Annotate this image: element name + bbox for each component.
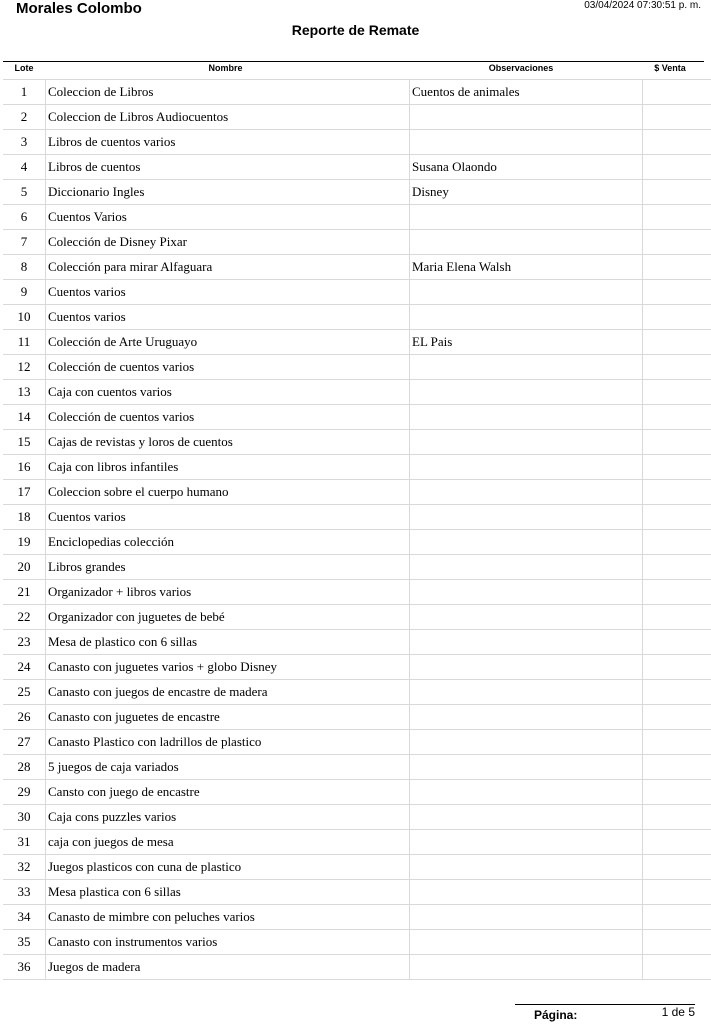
cell-venta <box>643 355 711 380</box>
cell-lote: 24 <box>3 655 46 680</box>
table-row <box>3 280 711 305</box>
cell-nombre: Colección de cuentos varios <box>46 405 410 430</box>
cell-nombre: Canasto de mimbre con peluches varios <box>46 905 410 930</box>
cell-observaciones <box>410 805 643 830</box>
cell-nombre: Canasto con juguetes varios + globo Disney <box>46 655 410 680</box>
cell-venta <box>643 455 711 480</box>
cell-lote: 26 <box>3 705 46 730</box>
column-header-observaciones: Observaciones <box>488 63 554 73</box>
cell-observaciones <box>410 905 643 930</box>
cell-venta <box>643 705 711 730</box>
cell-observaciones <box>410 230 643 255</box>
cell-nombre: Organizador con juguetes de bebé <box>46 605 410 630</box>
cell-nombre: Canasto con instrumentos varios <box>46 930 410 955</box>
table-row <box>3 480 711 505</box>
cell-observaciones <box>410 880 643 905</box>
cell-lote: 10 <box>3 305 46 330</box>
cell-observaciones <box>410 505 643 530</box>
cell-lote: 16 <box>3 455 46 480</box>
table-row <box>3 580 711 605</box>
table-row <box>3 630 711 655</box>
cell-lote: 5 <box>3 180 46 205</box>
cell-venta <box>643 130 711 155</box>
cell-lote: 12 <box>3 355 46 380</box>
cell-venta <box>643 830 711 855</box>
cell-lote: 20 <box>3 555 46 580</box>
cell-observaciones <box>410 380 643 405</box>
cell-venta <box>643 305 711 330</box>
cell-lote: 6 <box>3 205 46 230</box>
cell-nombre: Juegos de madera <box>46 955 410 980</box>
table-row <box>3 130 711 155</box>
cell-observaciones <box>410 730 643 755</box>
cell-observaciones <box>410 530 643 555</box>
cell-nombre: Cansto con juego de encastre <box>46 780 410 805</box>
lots-table <box>3 79 711 980</box>
cell-observaciones <box>410 580 643 605</box>
company-name: Morales Colombo <box>16 0 142 17</box>
cell-venta <box>643 680 711 705</box>
cell-nombre: Caja cons puzzles varios <box>46 805 410 830</box>
cell-observaciones <box>410 355 643 380</box>
cell-nombre: Colección de cuentos varios <box>46 355 410 380</box>
cell-observaciones: Disney <box>410 180 643 205</box>
cell-lote: 36 <box>3 955 46 980</box>
column-header-nombre: Nombre <box>208 63 243 73</box>
cell-nombre: Libros de cuentos <box>46 155 410 180</box>
table-row <box>3 205 711 230</box>
cell-venta <box>643 405 711 430</box>
cell-lote: 34 <box>3 905 46 930</box>
table-header <box>3 63 704 75</box>
cell-lote: 25 <box>3 680 46 705</box>
table-row <box>3 555 711 580</box>
cell-observaciones <box>410 755 643 780</box>
cell-nombre: Colección para mirar Alfaguara <box>46 255 410 280</box>
cell-nombre: Mesa de plastico con 6 sillas <box>46 630 410 655</box>
table-row <box>3 805 711 830</box>
cell-venta <box>643 155 711 180</box>
cell-lote: 2 <box>3 105 46 130</box>
cell-observaciones <box>410 780 643 805</box>
cell-nombre: Mesa plastica con 6 sillas <box>46 880 410 905</box>
cell-lote: 30 <box>3 805 46 830</box>
cell-observaciones <box>410 655 643 680</box>
cell-venta <box>643 80 711 105</box>
table-row <box>3 105 711 130</box>
cell-nombre: Juegos plasticos con cuna de plastico <box>46 855 410 880</box>
cell-nombre: Cuentos varios <box>46 280 410 305</box>
cell-lote: 31 <box>3 830 46 855</box>
cell-venta <box>643 205 711 230</box>
table-row <box>3 880 711 905</box>
cell-lote: 23 <box>3 630 46 655</box>
table-row <box>3 255 711 280</box>
table-row <box>3 605 711 630</box>
table-row <box>3 155 711 180</box>
cell-venta <box>643 955 711 980</box>
cell-venta <box>643 280 711 305</box>
cell-nombre: Diccionario Ingles <box>46 180 410 205</box>
cell-observaciones <box>410 605 643 630</box>
cell-venta <box>643 330 711 355</box>
cell-lote: 19 <box>3 530 46 555</box>
table-row <box>3 755 711 780</box>
cell-lote: 9 <box>3 280 46 305</box>
cell-observaciones <box>410 830 643 855</box>
column-header-venta: $ Venta <box>654 63 686 73</box>
cell-nombre: Libros grandes <box>46 555 410 580</box>
cell-observaciones <box>410 130 643 155</box>
cell-lote: 8 <box>3 255 46 280</box>
table-row <box>3 780 711 805</box>
cell-venta <box>643 180 711 205</box>
table-row <box>3 80 711 105</box>
cell-observaciones <box>410 855 643 880</box>
cell-observaciones <box>410 305 643 330</box>
cell-venta <box>643 730 711 755</box>
cell-venta <box>643 555 711 580</box>
cell-observaciones <box>410 480 643 505</box>
table-row <box>3 930 711 955</box>
cell-nombre: Cuentos varios <box>46 305 410 330</box>
cell-nombre: Libros de cuentos varios <box>46 130 410 155</box>
cell-nombre: Canasto Plastico con ladrillos de plastico <box>46 730 410 755</box>
cell-nombre: Organizador + libros varios <box>46 580 410 605</box>
cell-observaciones <box>410 555 643 580</box>
cell-venta <box>643 505 711 530</box>
cell-nombre: Enciclopedias colección <box>46 530 410 555</box>
cell-venta <box>643 630 711 655</box>
cell-lote: 29 <box>3 780 46 805</box>
cell-observaciones <box>410 105 643 130</box>
cell-observaciones <box>410 205 643 230</box>
table-row <box>3 680 711 705</box>
table-row <box>3 730 711 755</box>
header-rule <box>3 61 704 62</box>
cell-lote: 18 <box>3 505 46 530</box>
cell-lote: 11 <box>3 330 46 355</box>
table-row <box>3 330 711 355</box>
cell-nombre: caja con juegos de mesa <box>46 830 410 855</box>
cell-venta <box>643 255 711 280</box>
cell-venta <box>643 580 711 605</box>
table-row <box>3 830 711 855</box>
table-row <box>3 355 711 380</box>
table-row <box>3 455 711 480</box>
cell-lote: 1 <box>3 80 46 105</box>
cell-nombre: Canasto con juegos de encastre de madera <box>46 680 410 705</box>
cell-nombre: 5 juegos de caja variados <box>46 755 410 780</box>
table-row <box>3 705 711 730</box>
cell-observaciones <box>410 405 643 430</box>
table-row <box>3 905 711 930</box>
cell-lote: 33 <box>3 880 46 905</box>
table-row <box>3 180 711 205</box>
cell-lote: 27 <box>3 730 46 755</box>
cell-observaciones: Cuentos de animales <box>410 80 643 105</box>
cell-venta <box>643 880 711 905</box>
cell-nombre: Coleccion sobre el cuerpo humano <box>46 480 410 505</box>
table-row <box>3 380 711 405</box>
page-number: 1 de 5 <box>661 1005 695 1019</box>
cell-venta <box>643 480 711 505</box>
report-title: Reporte de Remate <box>291 22 420 38</box>
cell-nombre: Caja con libros infantiles <box>46 455 410 480</box>
table-row <box>3 430 711 455</box>
cell-venta <box>643 380 711 405</box>
cell-observaciones <box>410 280 643 305</box>
cell-observaciones <box>410 455 643 480</box>
cell-observaciones <box>410 680 643 705</box>
cell-venta <box>643 430 711 455</box>
table-row <box>3 655 711 680</box>
cell-lote: 22 <box>3 605 46 630</box>
cell-nombre: Cajas de revistas y loros de cuentos <box>46 430 410 455</box>
table-row <box>3 955 711 980</box>
cell-lote: 13 <box>3 380 46 405</box>
cell-nombre: Colección de Disney Pixar <box>46 230 410 255</box>
cell-observaciones <box>410 930 643 955</box>
column-header-lote: Lote <box>14 63 34 73</box>
cell-observaciones: Maria Elena Walsh <box>410 255 643 280</box>
lots-table-body <box>3 80 711 980</box>
report-datetime: 03/04/2024 07:30:51 p. m. <box>584 0 701 11</box>
cell-nombre: Cuentos Varios <box>46 205 410 230</box>
cell-venta <box>643 855 711 880</box>
cell-nombre: Coleccion de Libros <box>46 80 410 105</box>
cell-observaciones: EL Pais <box>410 330 643 355</box>
cell-lote: 28 <box>3 755 46 780</box>
cell-lote: 35 <box>3 930 46 955</box>
cell-venta <box>643 780 711 805</box>
cell-venta <box>643 905 711 930</box>
cell-lote: 21 <box>3 580 46 605</box>
cell-observaciones: Susana Olaondo <box>410 155 643 180</box>
cell-nombre: Canasto con juguetes de encastre <box>46 705 410 730</box>
cell-venta <box>643 230 711 255</box>
cell-venta <box>643 930 711 955</box>
table-row <box>3 505 711 530</box>
table-row <box>3 855 711 880</box>
cell-venta <box>643 605 711 630</box>
cell-nombre: Caja con cuentos varios <box>46 380 410 405</box>
cell-nombre: Cuentos varios <box>46 505 410 530</box>
cell-observaciones <box>410 430 643 455</box>
cell-lote: 17 <box>3 480 46 505</box>
cell-lote: 32 <box>3 855 46 880</box>
table-row <box>3 305 711 330</box>
cell-venta <box>643 105 711 130</box>
cell-lote: 14 <box>3 405 46 430</box>
cell-venta <box>643 655 711 680</box>
table-row <box>3 230 711 255</box>
cell-nombre: Colección de Arte Uruguayo <box>46 330 410 355</box>
cell-observaciones <box>410 955 643 980</box>
cell-venta <box>643 530 711 555</box>
cell-observaciones <box>410 705 643 730</box>
cell-observaciones <box>410 630 643 655</box>
table-row <box>3 405 711 430</box>
table-row <box>3 530 711 555</box>
cell-nombre: Coleccion de Libros Audiocuentos <box>46 105 410 130</box>
cell-lote: 4 <box>3 155 46 180</box>
cell-lote: 15 <box>3 430 46 455</box>
cell-venta <box>643 805 711 830</box>
cell-lote: 3 <box>3 130 46 155</box>
cell-venta <box>643 755 711 780</box>
cell-lote: 7 <box>3 230 46 255</box>
page-label: Página: <box>534 1008 578 1022</box>
